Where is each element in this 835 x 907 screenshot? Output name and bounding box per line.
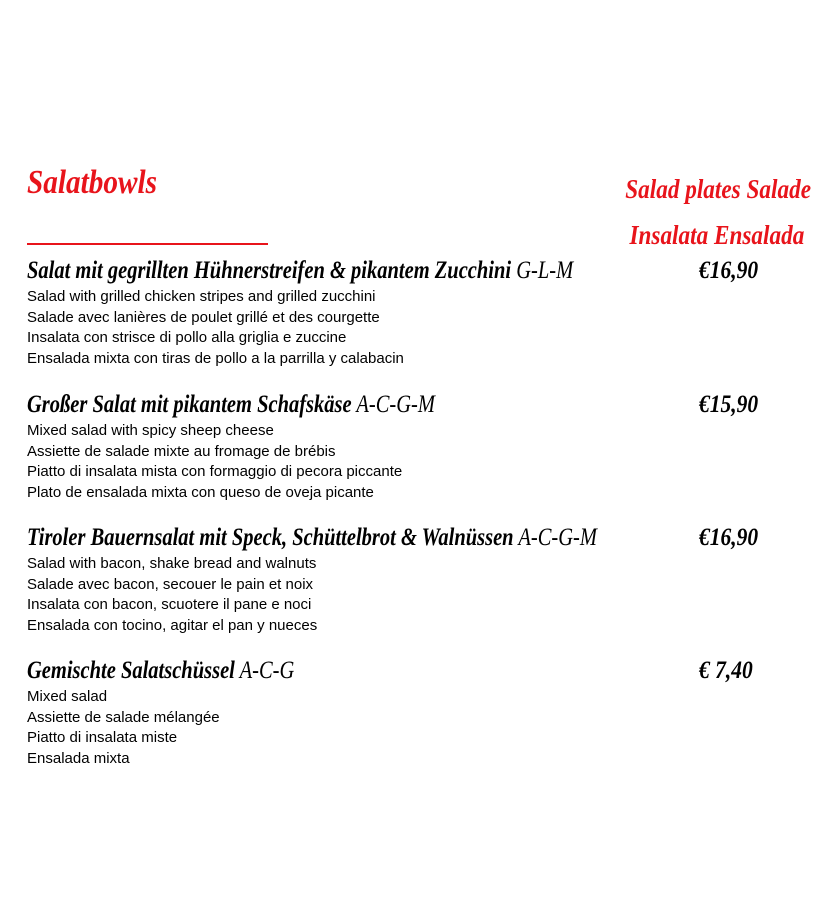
description-spanish: Ensalada con tocino, agitar el pan y nueces [27,616,318,634]
menu-item [27,656,807,769]
menu-item-header [27,523,807,553]
menu-item-name: Salat mit gegrillten Hühnerstreifen & pikantem Zucchini [27,257,512,284]
description-english: Mixed salad with spicy sheep cheese [27,422,274,439]
menu-item-allergens: A-C-G-M [356,391,435,418]
description-spanish: Ensalada mixta [27,749,130,767]
menu-item-price: €16,90 [699,257,759,284]
description-english: Salad with grilled chicken stripes and grilled zucchini [27,288,376,305]
menu-item-price: € 7,40 [699,657,753,684]
menu-item-descriptions [27,287,807,369]
menu-item-name: Gemischte Salatschüssel [27,657,235,684]
menu-item-name-line [27,256,573,286]
menu-item-allergens: G-L-M [516,257,574,284]
description-english: Salad with bacon, shake bread and walnuts [27,555,317,572]
menu-item-name: Großer Salat mit pikantem Schafskäse [27,391,352,418]
description-english: Mixed salad [27,688,108,705]
description-french: Assiette de salade mixte au fromage de brébis [27,442,336,460]
description-italian: Piatto di insalata mista con formaggio di pecora piccante [27,463,403,480]
menu-item [27,256,807,369]
description-spanish: Plato de ensalada mixta con queso de oveja picante [27,483,374,501]
menu-item-name: Tiroler Bauernsalat mit Speck, Schüttelbrot & Walnüssen [27,524,514,551]
description-french: Salade avec bacon, secouer le pain et noix [27,575,314,593]
menu-item-descriptions [27,554,807,636]
section-title: Salatbowls [27,164,158,201]
menu-item-allergens: A-C-G [239,657,295,684]
menu-item-name-line [27,523,597,553]
menu-item-descriptions [27,687,807,769]
menu-item [27,390,807,503]
menu-item-price: €16,90 [699,524,759,551]
menu-item [27,523,807,636]
description-spanish: Ensalada mixta con tiras de pollo a la parrilla y calabacin [27,349,404,367]
description-italian: Piatto di insalata miste [27,729,178,746]
menu-item-header [27,656,807,686]
menu-item-allergens: A-C-G-M [518,524,597,551]
description-italian: Insalata con bacon, scuotere il pane e noci [27,596,312,613]
description-french: Salade avec lanières de poulet grillé et des courgette [27,308,380,326]
menu-item-descriptions [27,421,807,503]
section-translations-line-1: Salad plates Salade [625,174,811,204]
menu-item-header [27,256,807,286]
menu-item-name-line [27,656,294,686]
menu-item-name-line [27,390,435,420]
description-french: Assiette de salade mélangée [27,708,220,726]
menu-item-header [27,390,807,420]
title-underline [27,243,268,245]
menu-item-price: €15,90 [699,391,759,418]
section-translations-line-2: Insalata Ensalada [629,220,804,250]
description-italian: Insalata con strisce di pollo alla griglia e zuccine [27,329,347,346]
